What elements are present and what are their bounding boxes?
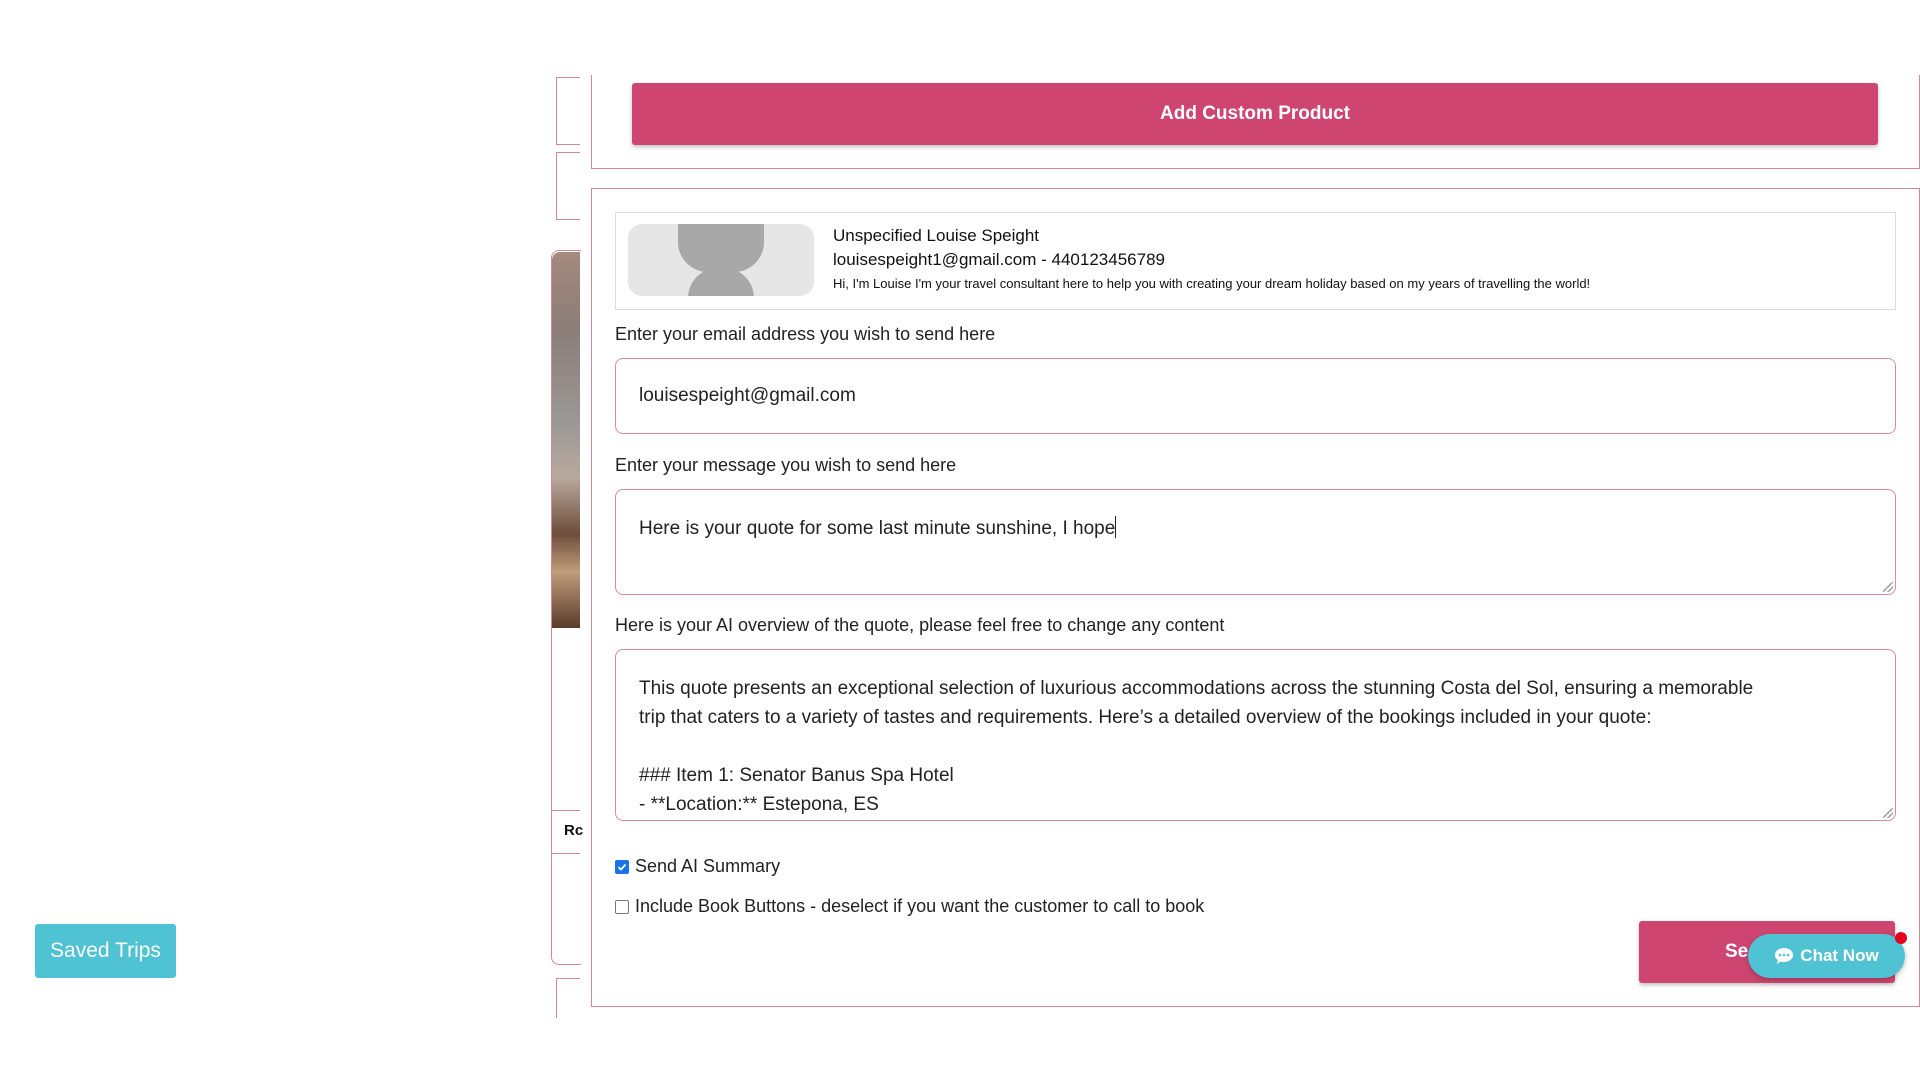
- send-quote-card: [591, 188, 1920, 1007]
- email-label: Enter your email address you wish to send here: [615, 324, 996, 344]
- checkmark-icon: [617, 862, 627, 872]
- chat-now-label: Chat Now: [1800, 946, 1879, 965]
- ai-overview-label: Here is your AI overview of the quote, please feel free to change any content: [615, 615, 1225, 635]
- add-custom-product-button[interactable]: Add Custom Product: [632, 83, 1878, 145]
- email-field[interactable]: [615, 358, 1896, 434]
- left-panel-fragment: [556, 978, 580, 1018]
- ai-overview-line: trip that caters to a variety of tastes and requirements. Here’s a detailed overview of the bookings included in your quote:: [639, 707, 1652, 728]
- send-ai-summary-option[interactable]: [615, 856, 780, 877]
- consultant-name: Unspecified Louise Speight: [833, 226, 1040, 245]
- left-panel-fragment: [556, 77, 580, 145]
- consultant-contact: louisespeight1@gmail.com - 440123456789: [833, 250, 1165, 269]
- message-label: Enter your message you wish to send here: [615, 455, 957, 475]
- send-ai-summary-label: Send AI Summary: [635, 856, 781, 876]
- resize-handle[interactable]: [1883, 808, 1893, 818]
- avatar-head-shape: [678, 224, 764, 272]
- ai-overview-line: ### Item 1: Senator Banus Spa Hotel: [639, 765, 954, 786]
- chat-bubble-icon: [1774, 947, 1794, 965]
- include-book-buttons-option[interactable]: [615, 896, 1204, 917]
- send-ai-summary-checkbox[interactable]: [615, 860, 629, 874]
- message-value: Here is your quote for some last minute sunshine, I hope: [639, 518, 1116, 539]
- product-image-fragment: [552, 252, 580, 628]
- ai-overview-line: [639, 732, 1865, 761]
- ai-overview-textarea[interactable]: [615, 649, 1896, 821]
- send-button[interactable]: Se: [1639, 921, 1895, 983]
- ai-overview-line: This quote presents an exceptional selection of luxurious accommodations across the stunning Costa del Sol, ensuring a memorable: [639, 678, 1754, 699]
- left-fragment-label: Rc: [564, 822, 584, 839]
- message-textarea[interactable]: [615, 489, 1896, 595]
- include-book-buttons-checkbox[interactable]: [615, 900, 629, 914]
- ai-overview-line: - **Location:** Estepona, ES: [639, 794, 879, 815]
- resize-handle[interactable]: [1883, 582, 1893, 592]
- avatar: [628, 224, 814, 296]
- left-panel-fragment: [556, 152, 580, 220]
- avatar-body-shape: [688, 268, 754, 296]
- consultant-bio: Hi, I'm Louise I'm your travel consultant here to help you with creating your dream holiday based on my years of travelling the world!: [833, 276, 1591, 291]
- chat-now-button[interactable]: [1748, 934, 1905, 978]
- email-value: louisespeight@gmail.com: [639, 385, 856, 406]
- notification-dot: [1895, 932, 1907, 944]
- saved-trips-button[interactable]: Saved Trips: [35, 924, 176, 978]
- include-book-buttons-label: Include Book Buttons - deselect if you want the customer to call to book: [635, 896, 1205, 916]
- text-caret: [1115, 516, 1116, 538]
